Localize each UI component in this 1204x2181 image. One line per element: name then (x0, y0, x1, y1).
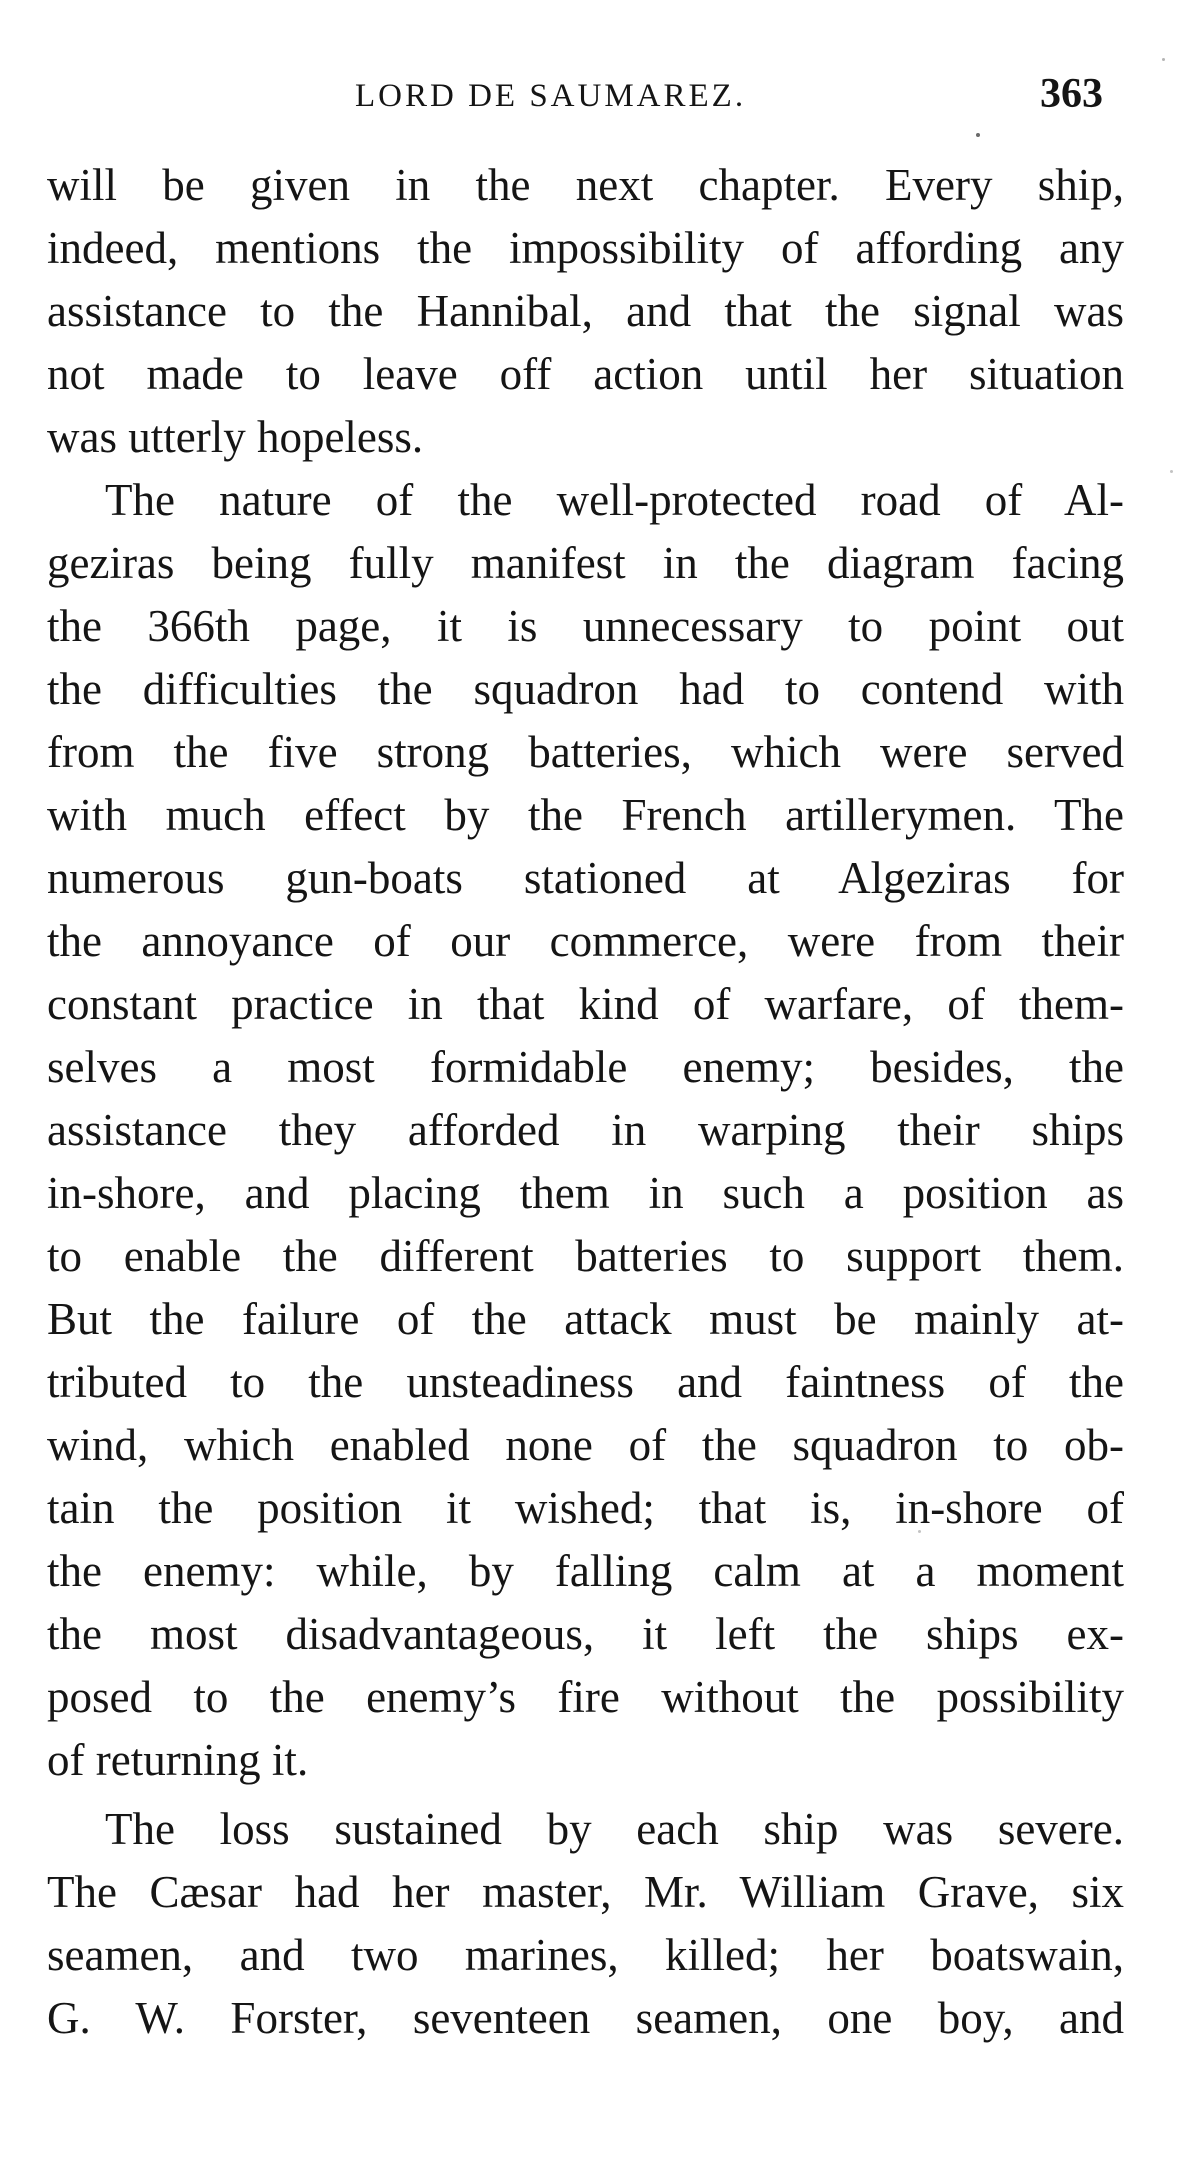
text-line: the most disadvantageous, it left the ships ex- (47, 1609, 1124, 1659)
text-line: tain the position it wished; that is, in-shore of (47, 1483, 1124, 1533)
text-line: wind, which enabled none of the squadron to ob- (47, 1420, 1124, 1470)
text-line: selves a most formidable enemy; besides, the (47, 1042, 1124, 1092)
text-line: of returning it. (47, 1735, 309, 1785)
text-line: from the five strong batteries, which were served (47, 727, 1124, 777)
text-line: posed to the enemy’s fire without the possibility (47, 1672, 1124, 1722)
text-line: tributed to the unsteadiness and faintness of the (47, 1357, 1124, 1407)
text-line: The Cæsar had her master, Mr. William Grave, six (47, 1867, 1124, 1917)
text-line: assistance to the Hannibal, and that the signal was (47, 286, 1124, 336)
text-line: in-shore, and placing them in such a position as (47, 1168, 1124, 1218)
running-header: LORD DE SAUMAREZ. (355, 78, 747, 114)
text-line: will be given in the next chapter. Every ship, (47, 160, 1124, 210)
text-line: indeed, mentions the impossibility of affording any (47, 223, 1124, 273)
scan-speck (1162, 58, 1165, 61)
text-line: to enable the different batteries to support them. (47, 1231, 1124, 1281)
scan-speck (976, 133, 980, 137)
text-line: not made to leave off action until her situation (47, 349, 1124, 399)
text-line: But the failure of the attack must be mainly at- (47, 1294, 1124, 1344)
text-line: constant practice in that kind of warfare, of them- (47, 979, 1124, 1029)
text-line: with much effect by the French artillerymen. The (47, 790, 1124, 840)
text-line: the annoyance of our commerce, were from their (47, 916, 1124, 966)
scan-speck (918, 1530, 921, 1533)
text-line: the enemy: while, by falling calm at a moment (47, 1546, 1124, 1596)
page-number: 363 (1040, 71, 1103, 117)
text-line: assistance they afforded in warping their ships (47, 1105, 1124, 1155)
text-line: numerous gun-boats stationed at Algeziras for (47, 853, 1124, 903)
text-line: G. W. Forster, seventeen seamen, one boy, and (47, 1993, 1124, 2043)
text-line: the difficulties the squadron had to contend with (47, 664, 1124, 714)
paragraph-start-line: The nature of the well-protected road of Al- (105, 475, 1124, 525)
text-line: geziras being fully manifest in the diagram facing (47, 538, 1124, 588)
scan-speck (1170, 470, 1173, 473)
text-line: was utterly hopeless. (47, 412, 424, 462)
text-line: seamen, and two marines, killed; her boatswain, (47, 1930, 1124, 1980)
text-line: the 366th page, it is unnecessary to point out (47, 601, 1124, 651)
paragraph-start-line: The loss sustained by each ship was severe. (105, 1804, 1124, 1854)
